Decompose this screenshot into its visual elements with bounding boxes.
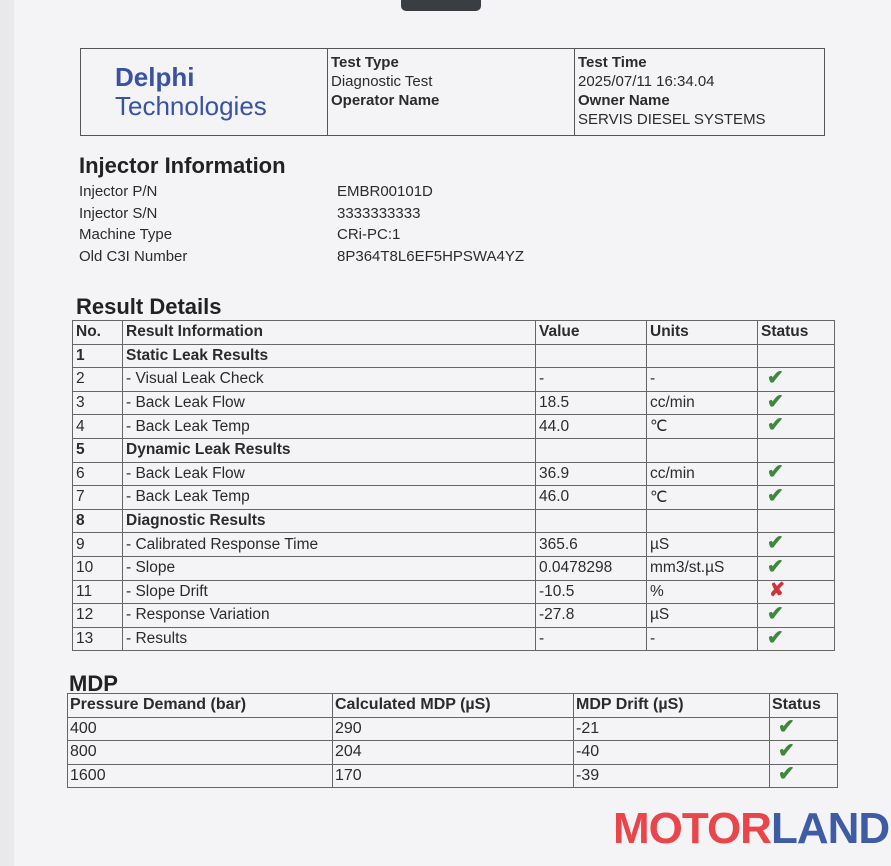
row-number: 12	[73, 604, 123, 628]
check-icon: ✔	[767, 555, 784, 578]
status-cell	[758, 438, 835, 462]
owner-label: Owner Name	[578, 92, 670, 109]
check-icon: ✔	[778, 763, 795, 786]
result-value: -27.8	[536, 604, 647, 628]
status-cell	[758, 627, 835, 651]
result-info: - Back Leak Flow	[123, 391, 536, 415]
column-header: Status	[770, 694, 838, 718]
injector-info	[79, 181, 524, 267]
logo-line-1: Delphi	[115, 62, 195, 92]
result-info: - Results	[123, 627, 536, 651]
table-row	[73, 438, 835, 462]
status-cell	[758, 391, 835, 415]
row-number: 6	[73, 462, 123, 486]
table-row	[68, 764, 838, 788]
check-icon: ✔	[778, 716, 795, 739]
info-label: Machine Type	[79, 226, 173, 243]
table-row	[68, 717, 838, 741]
column-header: MDP Drift (µS)	[574, 694, 770, 718]
result-units: µS	[647, 604, 758, 628]
test-time-cell	[575, 49, 825, 136]
result-details-title: Result Details	[76, 294, 222, 319]
result-units	[647, 509, 758, 533]
result-units: ℃	[647, 486, 758, 510]
table-row	[73, 344, 835, 368]
result-units	[647, 344, 758, 368]
result-info: - Visual Leak Check	[123, 368, 536, 392]
result-units: ℃	[647, 415, 758, 439]
watermark-part-2: LAND	[770, 804, 890, 853]
status-cell	[770, 741, 838, 765]
check-icon: ✔	[767, 461, 784, 484]
row-number: 3	[73, 391, 123, 415]
status-cell	[758, 533, 835, 557]
status-cell	[758, 415, 835, 439]
status-cell	[758, 604, 835, 628]
mdp-drift: -40	[574, 741, 770, 765]
test-time-label: Test Time	[578, 54, 647, 71]
info-label: Injector S/N	[79, 204, 158, 222]
table-row	[73, 556, 835, 580]
column-header: Calculated MDP (µS)	[333, 694, 574, 718]
injector-info-title: Injector Information	[79, 153, 286, 178]
check-icon: ✔	[767, 390, 784, 413]
result-value: 44.0	[536, 415, 647, 439]
row-number: 9	[73, 533, 123, 557]
calculated-mdp: 290	[333, 717, 574, 741]
calculated-mdp: 170	[333, 764, 574, 788]
row-number: 13	[73, 627, 123, 651]
column-header: Value	[536, 321, 647, 345]
table-row	[73, 415, 835, 439]
result-value: 365.6	[536, 533, 647, 557]
status-cell	[770, 717, 838, 741]
column-header: Units	[647, 321, 758, 345]
row-number: 10	[73, 556, 123, 580]
column-header: Result Information	[123, 321, 536, 345]
mdp-table-header	[68, 694, 838, 718]
row-number: 5	[73, 438, 123, 462]
result-units: cc/min	[647, 391, 758, 415]
table-row	[73, 533, 835, 557]
result-value	[536, 438, 647, 462]
info-value: 8P364T8L6EF5HPSWA4YZ	[337, 247, 525, 265]
mdp-drift: -39	[574, 764, 770, 788]
watermark-logo	[613, 804, 889, 854]
result-value: -10.5	[536, 580, 647, 604]
status-cell	[758, 368, 835, 392]
test-type-value: Diagnostic Test	[331, 73, 433, 90]
result-units: mm3/st.µS	[647, 556, 758, 580]
result-value	[536, 344, 647, 368]
info-row	[79, 181, 524, 203]
table-row	[73, 486, 835, 510]
table-row	[73, 391, 835, 415]
test-type-cell	[328, 49, 575, 136]
section-heading: Static Leak Results	[123, 344, 536, 368]
status-cell	[758, 509, 835, 533]
status-cell	[758, 580, 835, 604]
report-header	[80, 48, 825, 136]
status-cell	[758, 556, 835, 580]
company-logo	[81, 49, 328, 136]
result-info: - Back Leak Flow	[123, 462, 536, 486]
mdp-table	[67, 693, 838, 788]
result-units: %	[647, 580, 758, 604]
row-number: 1	[73, 344, 123, 368]
check-icon: ✔	[767, 414, 784, 437]
test-type-label: Test Type	[331, 54, 399, 71]
table-row	[68, 741, 838, 765]
row-number: 2	[73, 368, 123, 392]
row-number: 4	[73, 415, 123, 439]
check-icon: ✔	[778, 739, 795, 762]
section-heading: Diagnostic Results	[123, 509, 536, 533]
info-label: Old C3I Number	[79, 247, 188, 265]
table-row	[73, 509, 835, 533]
mdp-title: MDP	[69, 671, 118, 696]
result-value: 18.5	[536, 391, 647, 415]
info-label: Injector P/N	[79, 183, 158, 200]
watermark-part-1: MOTOR	[613, 804, 771, 853]
result-value	[536, 509, 647, 533]
column-header: Status	[758, 321, 835, 345]
pressure-demand: 800	[68, 741, 333, 765]
check-icon: ✔	[767, 602, 784, 625]
result-units	[647, 438, 758, 462]
row-number: 11	[73, 580, 123, 604]
result-value: 0.0478298	[536, 556, 647, 580]
test-time-value: 2025/07/11 16:34.04	[578, 73, 715, 90]
result-units: µS	[647, 533, 758, 557]
check-icon: ✔	[767, 626, 784, 649]
result-info: - Slope	[123, 556, 536, 580]
result-value: 46.0	[536, 486, 647, 510]
pressure-demand: 400	[68, 717, 333, 741]
result-table	[72, 320, 835, 651]
column-header: Pressure Demand (bar)	[68, 694, 333, 718]
result-value: -	[536, 627, 647, 651]
pressure-demand: 1600	[68, 764, 333, 788]
result-info: - Back Leak Temp	[123, 415, 536, 439]
info-row	[79, 246, 524, 268]
check-icon: ✔	[767, 366, 784, 389]
column-header: No.	[73, 321, 123, 345]
check-icon: ✔	[767, 532, 784, 555]
status-cell	[758, 486, 835, 510]
result-info: - Slope Drift	[123, 580, 536, 604]
row-number: 8	[73, 509, 123, 533]
result-info: - Calibrated Response Time	[123, 533, 536, 557]
mdp-drift: -21	[574, 717, 770, 741]
result-value: 36.9	[536, 462, 647, 486]
calculated-mdp: 204	[333, 741, 574, 765]
check-icon: ✔	[767, 484, 784, 507]
table-row	[73, 627, 835, 651]
result-table-header	[73, 321, 835, 345]
result-units: -	[647, 368, 758, 392]
info-value: EMBR00101D	[337, 183, 433, 200]
info-value: CRi-PC:1	[337, 226, 401, 243]
table-row	[73, 604, 835, 628]
logo-line-2: Technologies	[115, 91, 267, 121]
operator-label: Operator Name	[331, 92, 440, 109]
cross-icon: ✘	[769, 579, 785, 601]
result-info: - Back Leak Temp	[123, 486, 536, 510]
viewer-toolbar[interactable]	[401, 0, 481, 11]
info-row	[79, 203, 524, 225]
table-row	[73, 368, 835, 392]
result-units: cc/min	[647, 462, 758, 486]
table-row	[73, 580, 835, 604]
section-heading: Dynamic Leak Results	[123, 438, 536, 462]
status-cell	[770, 764, 838, 788]
result-value: -	[536, 368, 647, 392]
owner-value: SERVIS DIESEL SYSTEMS	[578, 111, 766, 128]
info-row	[79, 224, 524, 246]
status-cell	[758, 344, 835, 368]
result-units: -	[647, 627, 758, 651]
table-row	[73, 462, 835, 486]
status-cell	[758, 462, 835, 486]
info-value: 3333333333	[337, 204, 421, 222]
row-number: 7	[73, 486, 123, 510]
result-info: - Response Variation	[123, 604, 536, 628]
